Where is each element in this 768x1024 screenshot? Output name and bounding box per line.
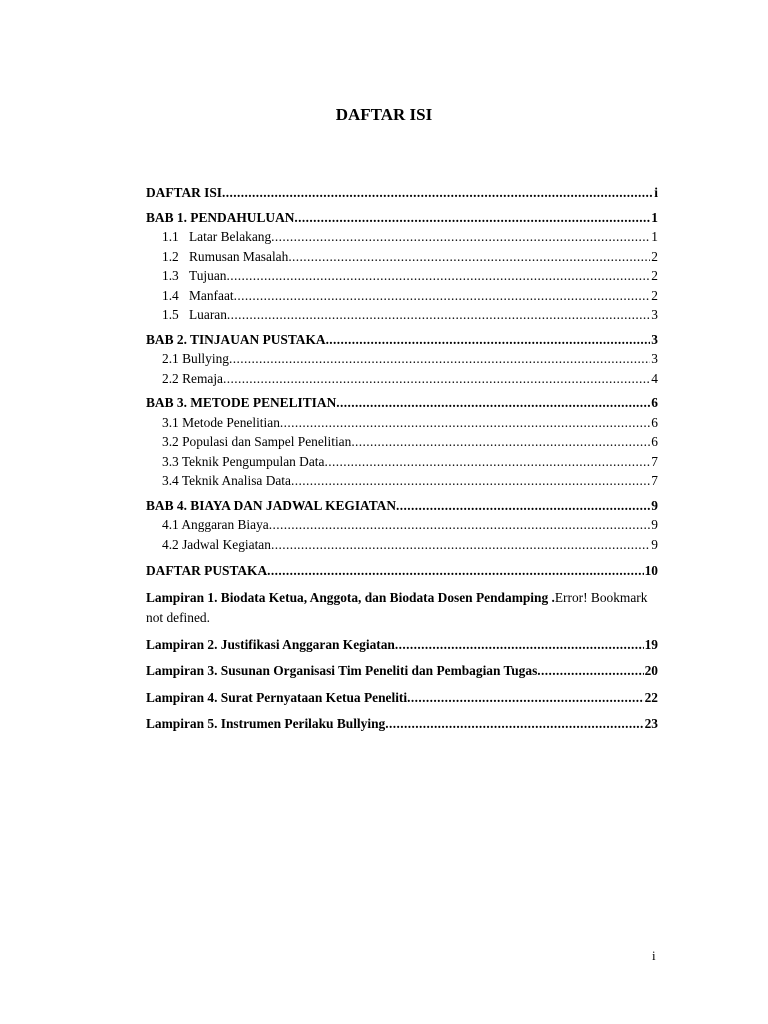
toc-entry-page: 22: [644, 689, 658, 705]
toc-entry-bab-4[interactable]: [146, 496, 658, 516]
toc-entry-page: 7: [651, 473, 658, 488]
toc-entry-3-1[interactable]: [146, 413, 658, 433]
toc-entry-2-1[interactable]: [146, 349, 658, 369]
toc-entry-label: BAB 4. BIAYA DAN JADWAL KEGIATAN: [146, 497, 397, 513]
dot-leader: [294, 208, 650, 228]
toc-entry-label: Manfaat: [189, 287, 234, 303]
dot-leader: [291, 471, 650, 491]
dot-leader: [288, 247, 650, 267]
dot-leader: [351, 432, 650, 452]
toc-entry-3-2[interactable]: [146, 432, 658, 452]
toc-entry-label: 2.2 Remaja: [162, 370, 223, 386]
toc-entry-label: Lampiran 1. Biodata Ketua, Anggota, dan Biodata Dosen Pendamping .: [146, 589, 555, 605]
toc-entry-page: i: [654, 185, 658, 200]
toc-entry-label: BAB 2. TINJAUAN PUSTAKA: [146, 331, 326, 347]
toc-entry-bab-2[interactable]: [146, 330, 658, 350]
toc-entry-page: 7: [651, 453, 658, 469]
dot-leader: [223, 369, 650, 389]
dot-leader: [229, 349, 650, 369]
dot-leader: [326, 330, 651, 350]
toc-entry-1-3[interactable]: [146, 266, 658, 286]
toc-entry-page: 2: [651, 248, 658, 264]
toc-entry-label: Luaran: [189, 307, 227, 322]
dot-leader: [407, 688, 644, 708]
toc-entry-page: 2: [651, 268, 658, 283]
table-of-contents: [146, 183, 658, 734]
toc-entry-label: 3.2 Populasi dan Sampel Penelitian: [162, 434, 352, 449]
toc-entry-label: 4.1 Anggaran Biaya: [162, 517, 269, 532]
dot-leader: [396, 496, 650, 516]
toc-entry-number: 1.5: [162, 307, 179, 322]
toc-entry-page: 6: [651, 395, 658, 410]
dot-leader: [271, 535, 650, 555]
toc-entry-number: 1.2: [162, 248, 179, 264]
toc-entry-page: 3: [651, 331, 658, 347]
toc-entry-lampiran-2[interactable]: [146, 635, 658, 655]
toc-entry-page: 1: [651, 209, 658, 225]
dot-leader: [227, 305, 650, 325]
toc-entry-page: 2: [651, 287, 658, 303]
toc-entry-label: Lampiran 2. Justifikasi Anggaran Kegiatan: [146, 636, 395, 652]
toc-entry-1-5[interactable]: [146, 305, 658, 325]
toc-entry-page: 20: [644, 663, 658, 678]
toc-entry-daftar-pustaka[interactable]: [146, 561, 658, 581]
page-title: DAFTAR ISI: [335, 105, 433, 124]
dot-leader: [267, 561, 643, 581]
toc-entry-label: BAB 3. METODE PENELITIAN: [146, 395, 337, 410]
dot-leader: [324, 452, 650, 472]
toc-entry-4-2[interactable]: [146, 535, 658, 555]
toc-entry-page: 3: [651, 351, 658, 366]
toc-entry-4-1[interactable]: [146, 515, 658, 535]
dot-leader: [395, 635, 644, 655]
toc-entry-label: BAB 1. PENDAHULUAN: [146, 209, 295, 225]
toc-entry-lampiran-5[interactable]: [146, 714, 658, 734]
toc-entry-page: 6: [651, 414, 658, 430]
toc-entry-lampiran-3[interactable]: [146, 661, 658, 681]
toc-entry-bab-1[interactable]: [146, 208, 658, 228]
dot-leader: [271, 227, 650, 247]
toc-entry-label: 3.4 Teknik Analisa Data: [162, 473, 291, 488]
toc-entry-page: 9: [651, 497, 658, 513]
toc-entry-number: 1.1: [162, 229, 179, 244]
toc-entry-3-3[interactable]: [146, 452, 658, 472]
toc-entry-label: 3.1 Metode Penelitian: [162, 414, 280, 430]
dot-leader: [269, 515, 651, 535]
toc-entry-number: 1.3: [162, 268, 179, 283]
toc-entry-bab-3[interactable]: [146, 393, 658, 413]
toc-entry-1-2[interactable]: [146, 247, 658, 267]
toc-entry-page: 9: [651, 536, 658, 552]
toc-entry-2-2[interactable]: [146, 369, 658, 389]
toc-entry-page: 10: [644, 563, 658, 578]
toc-entry-lampiran-4[interactable]: [146, 688, 658, 708]
page-number: i: [652, 948, 656, 963]
toc-entry-daftar-isi[interactable]: [146, 183, 658, 203]
toc-entry-number: 1.4: [162, 287, 179, 303]
dot-leader: [336, 393, 650, 413]
toc-entry-lampiran-1[interactable]: [146, 588, 658, 628]
toc-entry-page: 9: [651, 517, 658, 532]
toc-entry-page: 23: [644, 716, 658, 731]
toc-entry-label: Tujuan: [189, 268, 227, 283]
toc-entry-page: 1: [651, 229, 658, 244]
toc-entry-page: 19: [644, 636, 658, 652]
toc-entry-label: Rumusan Masalah: [189, 248, 289, 264]
toc-entry-label: Lampiran 5. Instrumen Perilaku Bullying: [146, 716, 386, 731]
dot-leader: [234, 286, 651, 306]
toc-entry-label: DAFTAR PUSTAKA: [146, 563, 268, 578]
dot-leader: [226, 266, 650, 286]
dot-leader: [385, 714, 643, 734]
toc-entry-label: Lampiran 4. Surat Pernyataan Ketua Peneliti: [146, 689, 408, 705]
toc-entry-label: 3.3 Teknik Pengumpulan Data: [162, 453, 325, 469]
toc-entry-page: 4: [651, 370, 658, 386]
toc-entry-label: 4.2 Jadwal Kegiatan: [162, 536, 271, 552]
toc-entry-label: Latar Belakang: [189, 229, 272, 244]
dot-leader: [280, 413, 650, 433]
toc-entry-label: Lampiran 3. Susunan Organisasi Tim Peneliti dan Pembagian Tugas: [146, 663, 538, 678]
dot-leader: [222, 183, 653, 203]
toc-entry-page: 6: [651, 434, 658, 449]
toc-entry-page: 3: [651, 307, 658, 322]
bookmark-error-text: Error! Bookmark not defined.: [146, 589, 648, 625]
dot-leader: [537, 661, 643, 681]
toc-entry-label: DAFTAR ISI: [146, 185, 223, 200]
toc-entry-3-4[interactable]: [146, 471, 658, 491]
toc-entry-label: 2.1 Bullying: [162, 351, 229, 366]
toc-entry-1-1[interactable]: [146, 227, 658, 247]
toc-entry-1-4[interactable]: [146, 286, 658, 306]
